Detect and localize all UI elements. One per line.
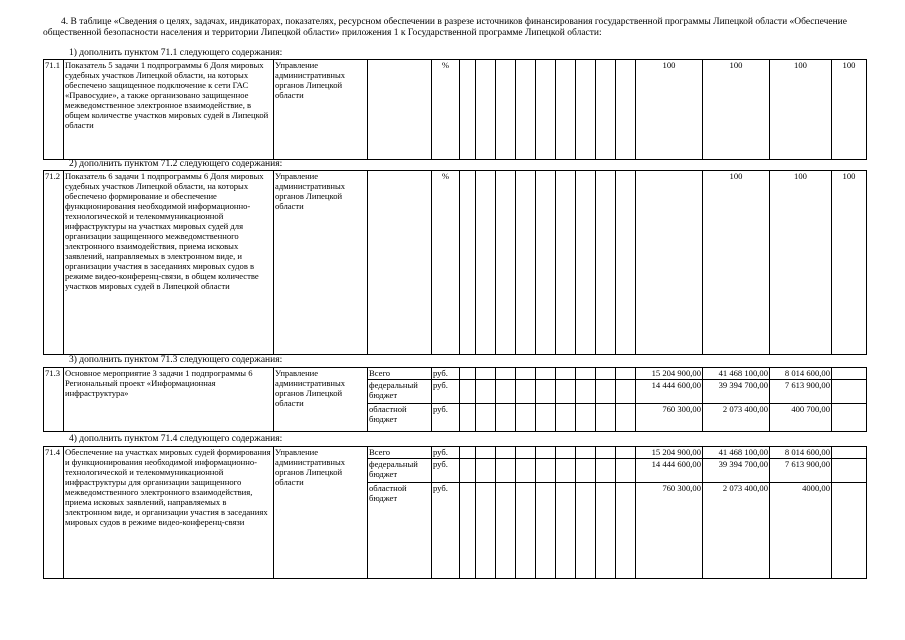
source-total: Всего (368, 447, 432, 459)
table-row (44, 447, 867, 459)
amount-year-1: 760 300,00 (636, 483, 703, 579)
amount-year-2: 41 468 100,00 (703, 447, 770, 459)
unit: руб. (432, 368, 460, 380)
row-number: 71.3 (44, 368, 64, 432)
value-year-3: 100 (770, 60, 832, 160)
source-federal: федеральный бюджет (368, 459, 432, 483)
amount-year-1: 760 300,00 (636, 404, 703, 432)
subheading-71-4: 4) дополнить пунктом 71.4 следующего содержания: (69, 434, 283, 444)
executor: Управление административных органов Липецкой области (274, 368, 368, 432)
value-year-3: 100 (770, 171, 832, 355)
executor: Управление административных органов Липецкой области (274, 447, 368, 579)
indicator-name: Показатель 5 задачи 1 подпрограммы 6 Доля мировых судебных участков Липецкой области, на которых обеспечено защищенное подключение к сети ГАС «Правосудие», а также организовано защищенное межведомственное электронное взаимодействие, в общем количестве участков мировых судей в Липецкой области (64, 60, 274, 160)
intro-paragraph (43, 17, 861, 39)
subheading-71-3: 3) дополнить пунктом 71.3 следующего содержания: (69, 355, 283, 365)
value-year-2: 100 (703, 60, 770, 160)
unit: руб. (432, 380, 460, 404)
unit: руб. (432, 404, 460, 432)
amount-year-1: 14 444 600,00 (636, 380, 703, 404)
table-71-3 (43, 367, 867, 432)
table-row (44, 171, 867, 355)
amount-year-2: 2 073 400,00 (703, 404, 770, 432)
unit: руб. (432, 459, 460, 483)
measure-name: Обеспечение на участках мировых судей формирования и функционирования необходимой информационно-технологической и телекоммуникационной инфраструктуры для организации защищенного межведомственного электронного взаимодействия, приема исковых заявлений, направляемых в электронном виде, и организации участия в заседаниях мировых судов в режиме видео-конференц-связи (64, 447, 274, 579)
amount-year-2: 39 394 700,00 (703, 459, 770, 483)
table-71-1 (43, 59, 867, 160)
amount-year-2: 2 073 400,00 (703, 483, 770, 579)
value-year-4: 100 (832, 171, 867, 355)
intro-text: 4. В таблице «Сведения о целях, задачах, индикаторах, показателях, ресурсном обеспечении в разрезе источников финансирования государственной программы Липецкой области «Обеспечение общественной безопасности населения и территории Липецкой области» приложения 1 к Государственной программе Липецкой области: (43, 17, 847, 38)
amount-year-3: 8 014 600,00 (770, 368, 832, 380)
source-regional: областной бюджет (368, 483, 432, 579)
executor: Управление административных органов Липецкой области (274, 171, 368, 355)
measure-name: Основное мероприятие 3 задачи 1 подпрограммы 6 Региональный проект «Информационная инфраструктура» (64, 368, 274, 432)
table-71-2 (43, 170, 867, 355)
amount-year-3: 400 700,00 (770, 404, 832, 432)
indicator-name: Показатель 6 задачи 1 подпрограммы 6 Доля мировых судебных участков Липецкой области, на которых обеспечено формирование и обеспечение функционирования необходимой информационно-технологической и телекоммуникационной инфраструктуры на участках мировых судей для организации защищенного межведомственного электронного взаимодействия, приема исковых заявлений, направляемых в электронном виде, и организации участия в заседаниях мировых судов в режиме видео-конференц-связи, в общем количестве участков мировых судей в Липецкой области (64, 171, 274, 355)
subheading-71-2: 2) дополнить пунктом 71.2 следующего содержания: (69, 159, 283, 169)
amount-year-3: 8 014 600,00 (770, 447, 832, 459)
amount-year-2: 39 394 700,00 (703, 380, 770, 404)
value-year-2: 100 (703, 171, 770, 355)
amount-year-3: 7 613 900,00 (770, 380, 832, 404)
executor: Управление административных органов Липецкой области (274, 60, 368, 160)
amount-year-2: 41 468 100,00 (703, 368, 770, 380)
amount-year-1: 14 444 600,00 (636, 459, 703, 483)
value-year-4: 100 (832, 60, 867, 160)
amount-year-3: 4000,00 (770, 483, 832, 579)
unit: % (432, 60, 460, 160)
source-federal: федеральный бюджет (368, 380, 432, 404)
subheading-71-1: 1) дополнить пунктом 71.1 следующего содержания: (69, 48, 283, 58)
table-row (44, 368, 867, 380)
row-number: 71.4 (44, 447, 64, 579)
unit: руб. (432, 483, 460, 579)
amount-year-1: 15 204 900,00 (636, 447, 703, 459)
table-71-4 (43, 446, 867, 579)
source-total: Всего (368, 368, 432, 380)
value-year-1: 100 (636, 60, 703, 160)
amount-year-1: 15 204 900,00 (636, 368, 703, 380)
table-row (44, 60, 867, 160)
amount-year-3: 7 613 900,00 (770, 459, 832, 483)
row-number: 71.1 (44, 60, 64, 160)
row-number: 71.2 (44, 171, 64, 355)
source-regional: областной бюджет (368, 404, 432, 432)
unit: % (432, 171, 460, 355)
unit: руб. (432, 447, 460, 459)
